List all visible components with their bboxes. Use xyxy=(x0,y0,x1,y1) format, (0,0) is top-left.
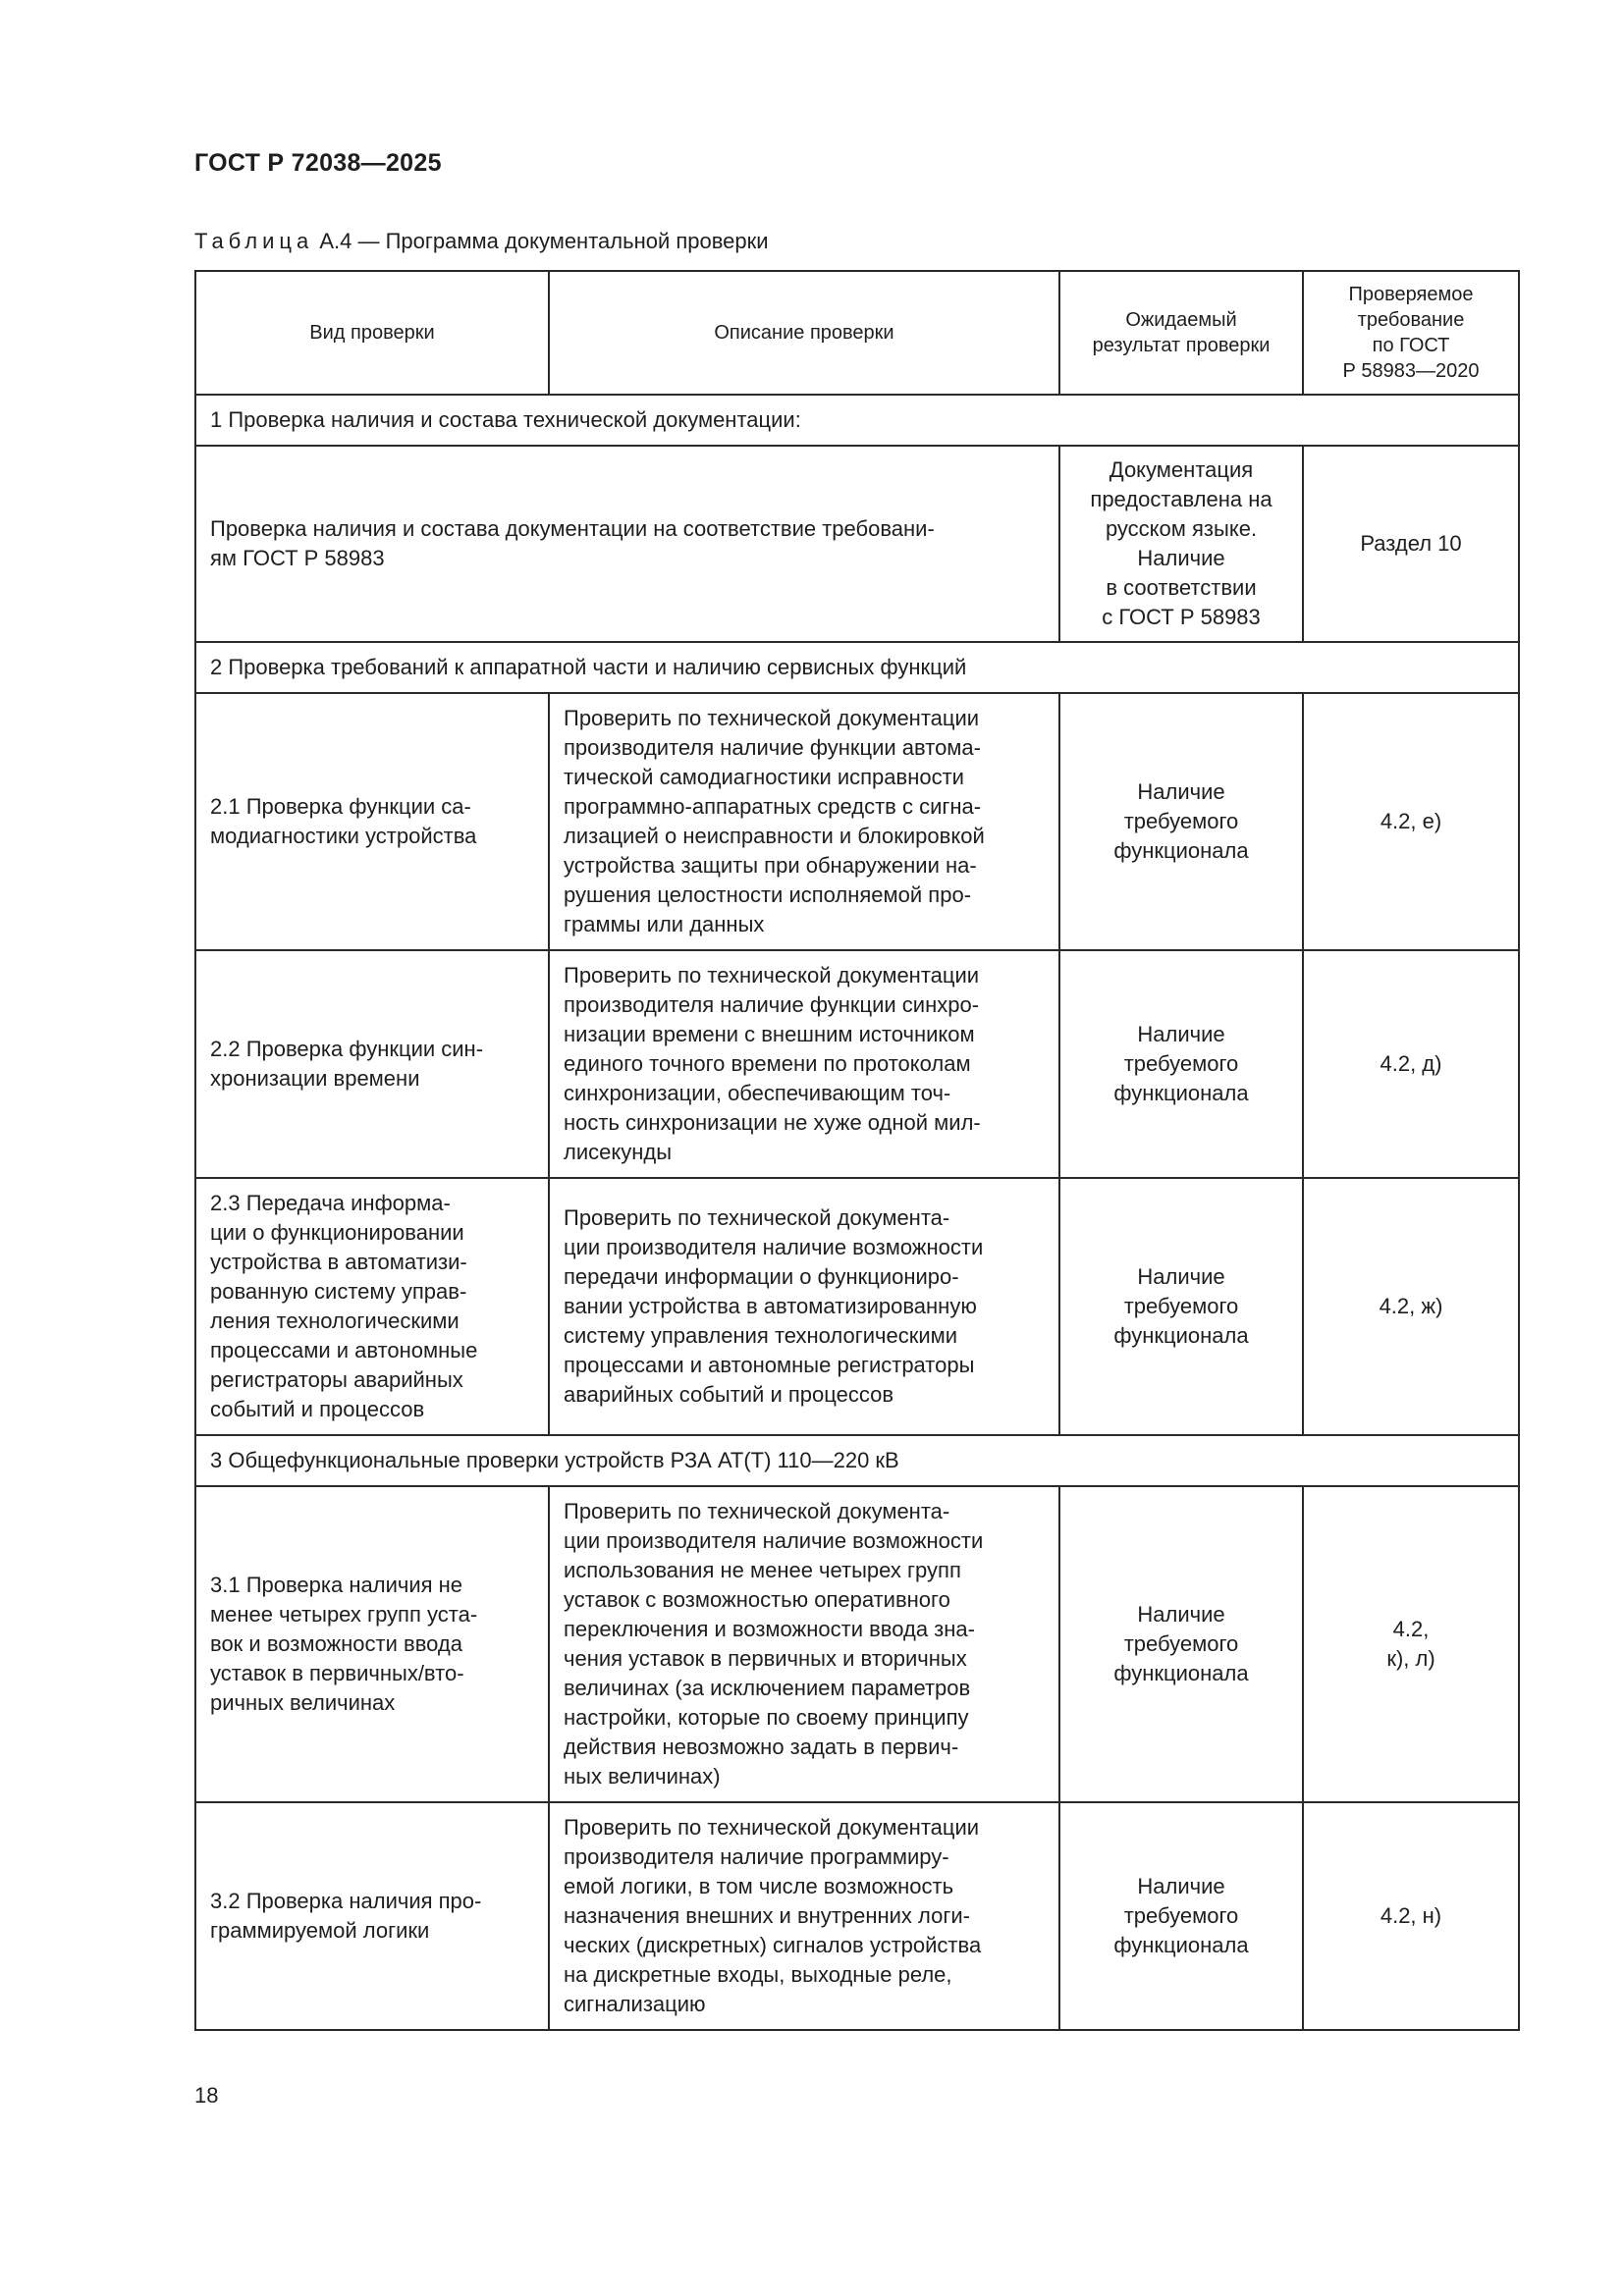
table-row xyxy=(195,1486,1519,1802)
row-3-1-check: 3.1 Проверка наличия не менее четырех групп уста- вок и возможности ввода уставок в первичных/вто- ричных величинах xyxy=(195,1486,549,1802)
section-1-title: 1 Проверка наличия и состава технической документации: xyxy=(195,395,1519,446)
table-caption-text: А.4 — Программа документальной проверки xyxy=(313,229,769,253)
table-row xyxy=(195,1802,1519,2030)
section-row xyxy=(195,1435,1519,1486)
section-row xyxy=(195,395,1519,446)
row-3-2-check: 3.2 Проверка наличия про- граммируемой логики xyxy=(195,1802,549,2030)
table-row xyxy=(195,950,1519,1178)
section-2-title: 2 Проверка требований к аппаратной части и наличию сервисных функций xyxy=(195,642,1519,693)
table-row xyxy=(195,693,1519,950)
row-3-2-requirement: 4.2, н) xyxy=(1303,1802,1519,2030)
row-2-2-description: Проверить по технической документации производителя наличие функции синхро- низации времени с внешним источником единого точного времени по протоколам синхронизации, обеспечивающим точ- ность синхронизации не хуже одной мил- лисекунды xyxy=(549,950,1059,1178)
table-row xyxy=(195,1178,1519,1435)
row-2-3-result: Наличие требуемого функционала xyxy=(1059,1178,1303,1435)
page-number: 18 xyxy=(194,2083,219,2108)
row-2-1-result: Наличие требуемого функционала xyxy=(1059,693,1303,950)
table-row xyxy=(195,446,1519,642)
row-2-1-check: 2.1 Проверка функции са- модиагностики устройства xyxy=(195,693,549,950)
row-3-1-requirement: 4.2, к), л) xyxy=(1303,1486,1519,1802)
section-row xyxy=(195,642,1519,693)
document-code: ГОСТ Р 72038—2025 xyxy=(194,149,442,177)
table-caption xyxy=(194,229,769,254)
row-1-requirement: Раздел 10 xyxy=(1303,446,1519,642)
header-description: Описание проверки xyxy=(549,271,1059,395)
table-header-row xyxy=(195,271,1519,395)
row-2-1-description: Проверить по технической документации производителя наличие функции автома- тической самодиагностики исправности программно-аппаратных средств с сигна- лизацией о неисправности и блокировкой устройства защиты при обнаружении на- рушения целостности исполняемой про- граммы или данных xyxy=(549,693,1059,950)
verification-program-table xyxy=(194,270,1520,2031)
row-2-2-requirement: 4.2, д) xyxy=(1303,950,1519,1178)
row-3-1-result: Наличие требуемого функционала xyxy=(1059,1486,1303,1802)
row-1-result: Документация предоставлена на русском языке. Наличие в соответствии с ГОСТ Р 58983 xyxy=(1059,446,1303,642)
row-2-2-check: 2.2 Проверка функции син- хронизации времени xyxy=(195,950,549,1178)
row-3-1-description: Проверить по технической документа- ции производителя наличие возможности использования не менее четырех групп уставок с возможностью оперативного переключения и возможности ввода зна- чения уставок в первичных и вторичных величинах (за исключением параметров настройки, которые по своему принципу действия невозможно задать в первич- ных величинах) xyxy=(549,1486,1059,1802)
header-expected-result: Ожидаемый результат проверки xyxy=(1059,271,1303,395)
row-2-3-requirement: 4.2, ж) xyxy=(1303,1178,1519,1435)
table-caption-label: Таблица xyxy=(194,229,314,253)
row-2-3-check: 2.3 Передача информа- ции о функционировании устройства в автоматизи- рованную систему управ- ления технологическими процессами и автономные регистраторы аварийных событий и процессов xyxy=(195,1178,549,1435)
row-3-2-result: Наличие требуемого функционала xyxy=(1059,1802,1303,2030)
row-3-2-description: Проверить по технической документации производителя наличие программиру- емой логики, в том числе возможность назначения внешних и внутренних логи- ческих (дискретных) сигналов устройства на дискретные входы, выходные реле, сигнализацию xyxy=(549,1802,1059,2030)
header-check-type: Вид проверки xyxy=(195,271,549,395)
row-1-check: Проверка наличия и состава документации на соответствие требовани- ям ГОСТ Р 58983 xyxy=(195,446,1059,642)
section-3-title: 3 Общефункциональные проверки устройств РЗА АТ(Т) 110—220 кВ xyxy=(195,1435,1519,1486)
row-2-1-requirement: 4.2, е) xyxy=(1303,693,1519,950)
row-2-3-description: Проверить по технической документа- ции производителя наличие возможности передачи информации о функциониро- вании устройства в автоматизированную систему управления технологическими процессами и автономные регистраторы аварийных событий и процессов xyxy=(549,1178,1059,1435)
header-requirement: Проверяемое требование по ГОСТ Р 58983—2020 xyxy=(1303,271,1519,395)
row-2-2-result: Наличие требуемого функционала xyxy=(1059,950,1303,1178)
